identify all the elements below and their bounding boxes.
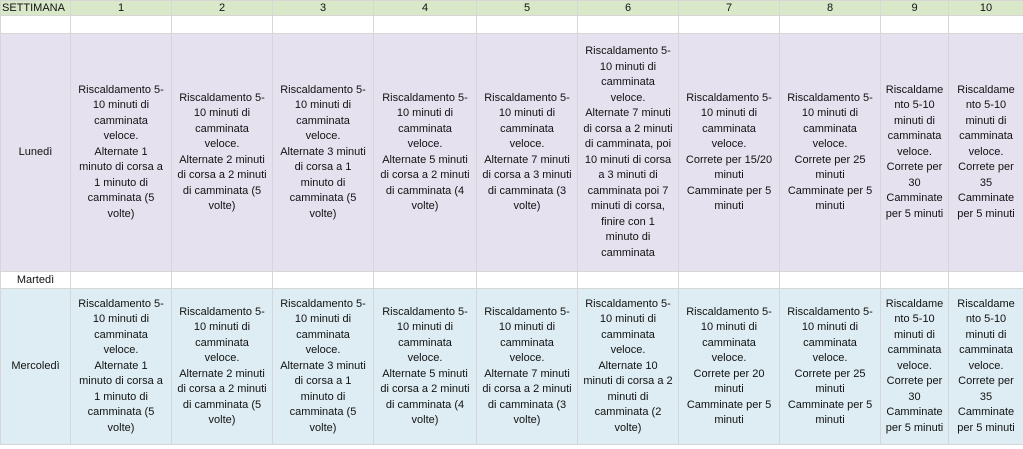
- workout-cell[interactable]: Riscaldamento 5- 10 minuti di camminata veloce. Alternate 7 minuti di corsa a 3 minuti di camminata (3 volte): [477, 34, 578, 272]
- header-cell-week-10[interactable]: 10: [949, 1, 1023, 16]
- workout-cell[interactable]: Riscaldame nto 5-10 minuti di camminata veloce. Correte per 35 Camminate per 5 minuti: [949, 289, 1023, 445]
- header-row: [1, 1, 1023, 16]
- workout-cell[interactable]: Riscaldamento 5- 10 minuti di camminata veloce. Alternate 3 minuti di corsa a 1 minuto di camminata (5 volte): [273, 34, 374, 272]
- workout-cell[interactable]: [172, 272, 273, 289]
- header-cell-week-9[interactable]: 9: [881, 1, 949, 16]
- workout-cell[interactable]: Riscaldamento 5- 10 minuti di camminata veloce. Alternate 1 minuto di corsa a 1 minuto di camminata (5 volte): [71, 289, 172, 445]
- workout-cell[interactable]: Riscaldamento 5- 10 minuti di camminata veloce. Alternate 5 minuti di corsa a 2 minuti di camminata (4 volte): [374, 34, 477, 272]
- empty-cell[interactable]: [477, 16, 578, 34]
- row-martedi: [1, 272, 1023, 289]
- workout-cell[interactable]: Riscaldame nto 5-10 minuti di camminata veloce. Correte per 30 Camminate per 5 minuti: [881, 289, 949, 445]
- header-cell-week-3[interactable]: 3: [273, 1, 374, 16]
- workout-cell[interactable]: [477, 272, 578, 289]
- blank-row: [1, 16, 1023, 34]
- header-cell-week-4[interactable]: 4: [374, 1, 477, 16]
- workout-cell[interactable]: Riscaldame nto 5-10 minuti di camminata veloce. Correte per 35 Camminate per 5 minuti: [949, 34, 1023, 272]
- workout-cell[interactable]: [780, 272, 881, 289]
- empty-cell[interactable]: [172, 16, 273, 34]
- workout-cell[interactable]: [273, 272, 374, 289]
- header-cell-week-8[interactable]: 8: [780, 1, 881, 16]
- empty-cell[interactable]: [374, 16, 477, 34]
- row-lunedi: [1, 34, 1023, 272]
- workout-cell[interactable]: Riscaldamento 5- 10 minuti di camminata veloce. Alternate 5 minuti di corsa a 2 minuti di camminata (4 volte): [374, 289, 477, 445]
- workout-cell[interactable]: Riscaldamento 5- 10 minuti di camminata veloce. Correte per 15/20 minuti Camminate per 5 minuti: [679, 34, 780, 272]
- workout-cell[interactable]: Riscaldamento 5- 10 minuti di camminata veloce. Correte per 25 minuti Camminate per 5 minuti: [780, 289, 881, 445]
- header-cell-settimana[interactable]: SETTIMANA: [1, 1, 71, 16]
- workout-cell[interactable]: Riscaldame nto 5-10 minuti di camminata veloce. Correte per 30 Camminate per 5 minuti: [881, 34, 949, 272]
- day-label-lunedi[interactable]: Lunedì: [1, 34, 71, 272]
- header-cell-week-1[interactable]: 1: [71, 1, 172, 16]
- empty-cell[interactable]: [71, 16, 172, 34]
- workout-cell[interactable]: Riscaldamento 5- 10 minuti di camminata veloce. Alternate 7 minuti di corsa a 2 minuti di camminata, poi 10 minuti di corsa a 3 minuti di camminata poi 7 minuti di corsa, finire con 1 minuto di camminata: [578, 34, 679, 272]
- workout-cell[interactable]: [374, 272, 477, 289]
- empty-cell[interactable]: [780, 16, 881, 34]
- header-cell-week-2[interactable]: 2: [172, 1, 273, 16]
- day-label-martedi[interactable]: Martedì: [1, 272, 71, 289]
- workout-cell[interactable]: Riscaldamento 5- 10 minuti di camminata veloce. Alternate 2 minuti di corsa a 2 minuti di camminata (5 volte): [172, 289, 273, 445]
- header-cell-week-6[interactable]: 6: [578, 1, 679, 16]
- workout-cell[interactable]: [679, 272, 780, 289]
- row-mercoledi: [1, 289, 1023, 445]
- empty-cell[interactable]: [881, 16, 949, 34]
- workout-cell[interactable]: Riscaldamento 5- 10 minuti di camminata veloce. Alternate 3 minuti di corsa a 1 minuto di camminata (5 volte): [273, 289, 374, 445]
- workout-cell[interactable]: [578, 272, 679, 289]
- header-cell-week-5[interactable]: 5: [477, 1, 578, 16]
- workout-cell[interactable]: [71, 272, 172, 289]
- workout-cell[interactable]: Riscaldamento 5- 10 minuti di camminata veloce. Alternate 7 minuti di corsa a 2 minuti di camminata (3 volte): [477, 289, 578, 445]
- workout-cell[interactable]: [949, 272, 1023, 289]
- empty-cell[interactable]: [273, 16, 374, 34]
- workout-cell[interactable]: Riscaldamento 5- 10 minuti di camminata veloce. Correte per 25 minuti Camminate per 5 minuti: [780, 34, 881, 272]
- workout-cell[interactable]: Riscaldamento 5- 10 minuti di camminata veloce. Alternate 2 minuti di corsa a 2 minuti di camminata (5 volte): [172, 34, 273, 272]
- workout-cell[interactable]: Riscaldamento 5- 10 minuti di camminata veloce. Alternate 10 minuti di corsa a 2 minuti di camminata (2 volte): [578, 289, 679, 445]
- empty-cell[interactable]: [1, 16, 71, 34]
- empty-cell[interactable]: [679, 16, 780, 34]
- workout-cell[interactable]: [881, 272, 949, 289]
- empty-cell[interactable]: [949, 16, 1023, 34]
- workout-cell[interactable]: Riscaldamento 5- 10 minuti di camminata veloce. Correte per 20 minuti Camminate per 5 minuti: [679, 289, 780, 445]
- workout-cell[interactable]: Riscaldamento 5- 10 minuti di camminata veloce. Alternate 1 minuto di corsa a 1 minuto di camminata (5 volte): [71, 34, 172, 272]
- empty-cell[interactable]: [578, 16, 679, 34]
- day-label-mercoledi[interactable]: Mercoledì: [1, 289, 71, 445]
- header-cell-week-7[interactable]: 7: [679, 1, 780, 16]
